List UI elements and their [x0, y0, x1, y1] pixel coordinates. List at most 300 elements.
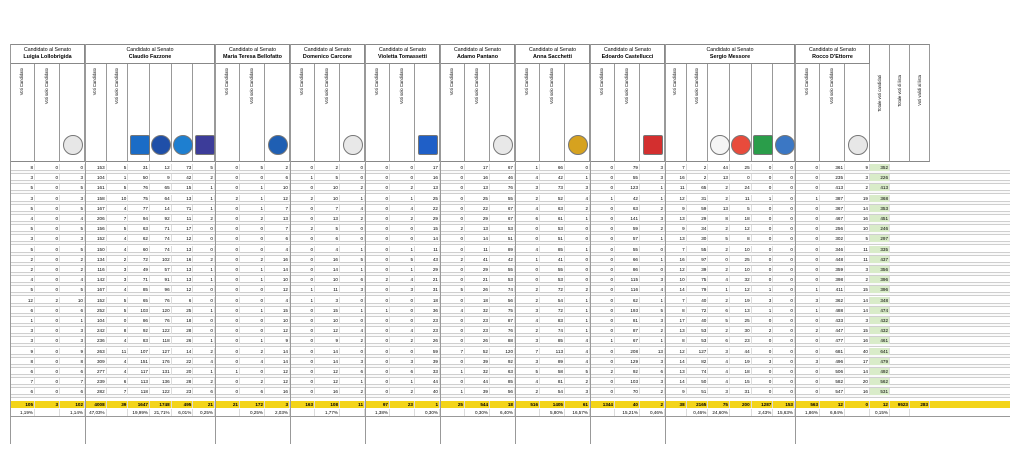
table-cell: 2 [10, 256, 35, 263]
table-cell: 23 [172, 388, 194, 395]
table-cell: 120 [490, 348, 515, 355]
table-cell: 76 [150, 297, 172, 304]
table-cell: 5 [340, 256, 365, 263]
table-cell: 74 [150, 235, 172, 242]
table-cell: 297 [870, 235, 890, 242]
total-percent-cell: 6,01% [172, 409, 194, 416]
table-cell: 277 [85, 368, 107, 375]
table-cell: 25 [172, 307, 194, 314]
table-cell: 2 [315, 164, 340, 171]
table-cell: 206 [85, 215, 107, 222]
party-logo [568, 135, 588, 155]
table-cell: 2 [390, 215, 415, 222]
table-cell: 11 [845, 256, 870, 263]
table-cell: 4 [515, 317, 540, 324]
table-cell: 63 [540, 205, 565, 212]
table-cell: 8 [10, 164, 35, 171]
table-cell: 348 [870, 297, 890, 304]
total-cell: 163 [290, 401, 315, 408]
table-cell: 0 [365, 184, 390, 191]
column-header [290, 64, 315, 162]
table-cell: 113 [540, 348, 565, 355]
table-cell: 59 [615, 225, 640, 232]
table-cell: 16 [845, 388, 870, 395]
column-header [128, 64, 150, 162]
total-percent-cell: 21,71% [150, 409, 172, 416]
table-cell: 0 [590, 307, 615, 314]
table-cell: 0 [290, 378, 315, 385]
table-cell: 2 [515, 286, 540, 293]
table-cell: 0 [290, 276, 315, 283]
table-cell: 0 [515, 235, 540, 242]
candidate-name: Sergio Messore [709, 54, 751, 60]
table-cell: 1 [390, 246, 415, 253]
table-cell: 14 [315, 266, 340, 273]
table-cell: 387 [820, 195, 845, 202]
table-cell: 11 [730, 195, 752, 202]
total-cell: 495 [172, 401, 194, 408]
column-header [665, 64, 687, 162]
table-cell: 6 [172, 297, 194, 304]
table-cell: 11 [845, 246, 870, 253]
table-cell: 116 [615, 286, 640, 293]
candidate-header [365, 44, 440, 64]
table-cell: 10 [730, 266, 752, 273]
candidate-name: Violetta Tomassetti [378, 54, 427, 60]
table-cell: 368 [870, 195, 890, 202]
table-cell: 4 [565, 195, 590, 202]
table-cell: 0 [35, 195, 60, 202]
table-cell: 151 [128, 358, 150, 365]
table-cell: 23 [465, 317, 490, 324]
table-cell: 39 [465, 358, 490, 365]
table-cell: 12 [665, 266, 687, 273]
table-cell: 30 [687, 235, 709, 242]
table-cell: 0 [795, 368, 820, 375]
table-cell: 1 [240, 195, 265, 202]
total-percent-cell: 1,38% [365, 409, 390, 416]
table-cell: 0 [590, 327, 615, 334]
table-cell: 0 [590, 358, 615, 365]
totals-percent-row [10, 409, 1010, 417]
total-percent-cell: 0,46% [687, 409, 709, 416]
table-cell: 60 [128, 246, 150, 253]
table-cell: 0 [193, 286, 215, 293]
table-cell: 0 [365, 297, 390, 304]
table-cell: 74 [540, 327, 565, 334]
table-cell: 0 [365, 337, 390, 344]
table-cell: 25 [730, 256, 752, 263]
table-cell: 3 [640, 358, 665, 365]
total-cell: 1748 [150, 401, 172, 408]
party-logo [130, 135, 150, 155]
total-cell: 0 [845, 401, 870, 408]
table-cell: 17 [665, 317, 687, 324]
table-cell: 6 [193, 388, 215, 395]
table-cell: 0 [795, 246, 820, 253]
table-cell: 13 [665, 368, 687, 375]
table-cell: 0 [752, 388, 774, 395]
candidate-header [215, 44, 290, 64]
table-row [10, 337, 1010, 344]
table-cell: 1 [215, 368, 240, 375]
table-cell: 0 [440, 246, 465, 253]
table-cell: 65 [128, 297, 150, 304]
table-cell: 0 [590, 256, 615, 263]
table-cell: 0 [590, 348, 615, 355]
table-cell: 1 [240, 337, 265, 344]
table-cell: 0 [440, 266, 465, 273]
table-cell: 26 [465, 337, 490, 344]
table-cell: 1 [640, 184, 665, 191]
table-cell: 0 [795, 205, 820, 212]
table-cell: 12 [265, 378, 290, 385]
table-cell: 29 [465, 215, 490, 222]
table-cell: 3 [640, 378, 665, 385]
table-cell: 76 [128, 184, 150, 191]
table-cell: 115 [615, 276, 640, 283]
total-cell: 1287 [752, 401, 774, 408]
table-row [10, 195, 1010, 202]
table-cell: 6 [315, 235, 340, 242]
table-cell: 63 [128, 225, 150, 232]
table-cell: 3 [708, 388, 730, 395]
table-cell: 0 [752, 225, 774, 232]
total-percent-cell: 5,80% [540, 409, 565, 416]
table-cell: 61 [540, 215, 565, 222]
column-label: Voti solo Candidato [829, 68, 834, 105]
table-cell: 4 [107, 235, 129, 242]
table-cell: 39 [415, 358, 440, 365]
table-cell: 6 [390, 368, 415, 375]
candidate-title: Candidato al Senato [706, 47, 754, 53]
table-cell: 5 [60, 225, 85, 232]
table-cell: 2 [60, 266, 85, 273]
table-cell: 91 [150, 276, 172, 283]
table-cell: 167 [85, 205, 107, 212]
table-cell: 6 [515, 215, 540, 222]
table-cell: 4 [107, 286, 129, 293]
table-cell: 94 [128, 215, 150, 222]
table-cell: 0 [35, 388, 60, 395]
table-cell: 641 [870, 348, 890, 355]
column-header [590, 64, 615, 162]
table-cell: 0 [752, 215, 774, 222]
table-cell: 531 [870, 388, 890, 395]
table-cell: 1 [708, 286, 730, 293]
table-cell: 0 [773, 225, 795, 232]
total-cell: 3 [35, 401, 60, 408]
group-divider [515, 44, 516, 444]
table-cell: 31 [687, 195, 709, 202]
table-cell: 141 [615, 215, 640, 222]
table-cell: 6 [265, 235, 290, 242]
table-cell: 89 [490, 246, 515, 253]
table-cell: 65 [150, 184, 172, 191]
party-logo [151, 135, 171, 155]
table-cell: 0 [365, 327, 390, 334]
column-header [615, 64, 640, 162]
column-header [315, 64, 340, 162]
table-cell: 0 [390, 235, 415, 242]
table-cell: 0 [290, 235, 315, 242]
table-cell: 2 [107, 256, 129, 263]
table-cell: 1 [640, 195, 665, 202]
table-cell: 8 [665, 337, 687, 344]
table-cell: 40 [687, 317, 709, 324]
table-cell: 62 [615, 297, 640, 304]
table-cell: 0 [390, 307, 415, 314]
table-cell: 4 [107, 246, 129, 253]
table-cell: 226 [870, 174, 890, 181]
table-cell: 1 [193, 368, 215, 375]
table-cell: 1 [390, 266, 415, 273]
table-cell: 0 [590, 235, 615, 242]
table-cell: 11 [465, 246, 490, 253]
table-cell: 14 [465, 235, 490, 242]
table-cell: 16 [265, 388, 290, 395]
table-cell: 0 [215, 348, 240, 355]
table-row [10, 368, 1010, 375]
table-cell: 0 [290, 388, 315, 395]
party-logo [643, 135, 663, 155]
table-cell: 0 [365, 164, 390, 171]
total-percent-cell: 1,86% [795, 409, 820, 416]
table-cell: 0 [240, 297, 265, 304]
table-cell: 92 [150, 215, 172, 222]
total-percent-cell [845, 409, 870, 416]
group-divider [590, 44, 591, 444]
total-percent-cell [890, 409, 910, 416]
table-cell: 11 [415, 246, 440, 253]
column-header [240, 64, 265, 162]
table-cell: 0 [795, 317, 820, 324]
table-cell: 0 [752, 276, 774, 283]
table-cell: 2 [752, 327, 774, 334]
table-cell: 1 [193, 337, 215, 344]
table-cell: 18 [730, 368, 752, 375]
table-cell: 2 [515, 327, 540, 334]
table-cell: 72 [540, 307, 565, 314]
table-cell: 0 [440, 276, 465, 283]
table-cell: 16 [172, 256, 194, 263]
table-cell: 1 [10, 317, 35, 324]
table-cell: 3 [60, 337, 85, 344]
total-cell: 75 [708, 401, 730, 408]
table-cell: 193 [615, 307, 640, 314]
table-cell: 5 [640, 307, 665, 314]
total-percent-cell [35, 409, 60, 416]
table-cell: 0 [35, 266, 60, 273]
table-cell: 4 [107, 358, 129, 365]
table-cell: 0 [773, 184, 795, 191]
table-cell: 16 [845, 337, 870, 344]
table-cell: 0 [590, 388, 615, 395]
table-cell: 263 [85, 348, 107, 355]
table-cell: 1 [340, 195, 365, 202]
table-cell: 0 [290, 205, 315, 212]
table-cell: 6 [10, 388, 35, 395]
table-cell: 8 [10, 358, 35, 365]
table-cell: 131 [150, 368, 172, 375]
table-cell: 492 [870, 368, 890, 375]
table-cell: 5 [440, 286, 465, 293]
column-header [340, 64, 365, 162]
table-cell: 13 [708, 205, 730, 212]
total-cell: 1 [415, 401, 440, 408]
table-cell: 1 [590, 337, 615, 344]
table-cell: 239 [85, 378, 107, 385]
table-cell: 72 [540, 286, 565, 293]
table-cell: 0 [795, 174, 820, 181]
spreadsheet [10, 44, 1010, 444]
table-cell: 0 [440, 327, 465, 334]
total-percent-cell: 0,30% [415, 409, 440, 416]
table-cell: 10 [107, 195, 129, 202]
table-cell: 0 [35, 337, 60, 344]
table-cell: 13 [172, 266, 194, 273]
table-cell: 5 [107, 307, 129, 314]
table-cell: 24 [730, 184, 752, 191]
table-cell: 1 [515, 164, 540, 171]
table-cell: 13 [708, 174, 730, 181]
table-cell: 1 [390, 195, 415, 202]
table-cell: 32 [465, 368, 490, 375]
table-cell: 79 [615, 164, 640, 171]
table-cell: 437 [870, 256, 890, 263]
candidate-name: Rocco D'Ettorre [812, 54, 853, 60]
table-cell: 85 [490, 378, 515, 385]
table-cell: 0 [215, 307, 240, 314]
table-cell: 1 [565, 174, 590, 181]
total-percent-cell: 2,03% [265, 409, 290, 416]
table-cell: 3 [752, 358, 774, 365]
table-cell: 6 [640, 368, 665, 375]
table-cell: 6 [340, 368, 365, 375]
table-cell: 4 [440, 307, 465, 314]
total-cell: 563 [795, 401, 820, 408]
table-cell: 0 [795, 337, 820, 344]
table-cell: 7 [265, 205, 290, 212]
table-cell: 562 [870, 378, 890, 385]
table-cell: 0 [290, 164, 315, 171]
table-cell: 2 [640, 388, 665, 395]
table-cell: 5 [60, 184, 85, 191]
total-cell: 38 [665, 401, 687, 408]
table-cell: 0 [773, 246, 795, 253]
table-cell: 8 [107, 327, 129, 334]
table-cell: 39 [687, 266, 709, 273]
table-cell: 104 [85, 317, 107, 324]
table-cell: 448 [820, 256, 845, 263]
table-cell: 0 [35, 164, 60, 171]
table-cell: 0 [290, 348, 315, 355]
table-cell: 477 [820, 337, 845, 344]
candidate-header [515, 44, 590, 64]
table-row [10, 205, 1010, 212]
table-cell: 86 [615, 266, 640, 273]
table-cell: 0 [773, 235, 795, 242]
table-cell: 22 [415, 205, 440, 212]
table-cell: 11 [172, 215, 194, 222]
party-logo [848, 135, 868, 155]
table-cell: 8 [730, 235, 752, 242]
table-cell: 76 [490, 184, 515, 191]
table-cell: 1 [193, 307, 215, 314]
table-cell: 3 [10, 195, 35, 202]
table-cell: 5 [60, 246, 85, 253]
table-cell: 0 [795, 378, 820, 385]
table-cell: 0 [773, 358, 795, 365]
table-cell: 3 [565, 388, 590, 395]
table-cell: 0 [590, 286, 615, 293]
candidate-name: Edoardo Castellucci [601, 54, 654, 60]
table-cell: 0 [795, 225, 820, 232]
table-cell: 4 [708, 368, 730, 375]
table-cell: 0 [773, 307, 795, 314]
candidate-header [85, 44, 215, 64]
table-cell: 5 [390, 256, 415, 263]
table-cell: 0 [752, 246, 774, 253]
table-cell: 3 [10, 235, 35, 242]
table-cell: 9 [665, 205, 687, 212]
table-cell: 2 [515, 388, 540, 395]
candidate-name: Luigia Lollobrigida [23, 54, 72, 60]
table-cell: 7 [665, 164, 687, 171]
table-cell: 97 [687, 256, 709, 263]
table-cell: 42 [540, 174, 565, 181]
table-cell: 156 [85, 225, 107, 232]
table-cell: 1 [340, 246, 365, 253]
table-cell: 3 [752, 297, 774, 304]
table-cell: 1 [240, 266, 265, 273]
table-cell: 0 [730, 174, 752, 181]
table-cell: 1 [240, 184, 265, 191]
table-cell: 451 [870, 215, 890, 222]
column-header [773, 64, 795, 162]
table-cell: 4 [708, 378, 730, 385]
table-cell: 9 [265, 337, 290, 344]
candidate-name: Claudio Fazzone [128, 54, 172, 60]
table-cell: 0 [240, 317, 265, 324]
table-cell: 10 [265, 276, 290, 283]
table-cell: 161 [85, 184, 107, 191]
table-cell: 26 [172, 337, 194, 344]
table-cell: 29 [415, 215, 440, 222]
table-cell: 42 [172, 174, 194, 181]
table-cell: 2 [193, 215, 215, 222]
table-cell: 0 [440, 378, 465, 385]
table-cell: 0 [752, 205, 774, 212]
party-logo [753, 135, 773, 155]
table-cell: 0 [35, 307, 60, 314]
table-cell: 0 [752, 348, 774, 355]
table-cell: 1 [640, 337, 665, 344]
table-cell: 43 [415, 256, 440, 263]
column-label: Voti Candidato [672, 68, 678, 96]
table-cell: 2 [565, 286, 590, 293]
total-cell: 200 [730, 401, 752, 408]
table-cell: 72 [687, 307, 709, 314]
table-cell: 0 [773, 337, 795, 344]
table-cell: 11 [315, 286, 340, 293]
table-cell: 5 [107, 225, 129, 232]
table-cell: 71 [150, 225, 172, 232]
table-cell: 75 [687, 276, 709, 283]
table-cell: 16 [845, 215, 870, 222]
table-cell: 0 [215, 276, 240, 283]
table-cell: 0 [752, 266, 774, 273]
